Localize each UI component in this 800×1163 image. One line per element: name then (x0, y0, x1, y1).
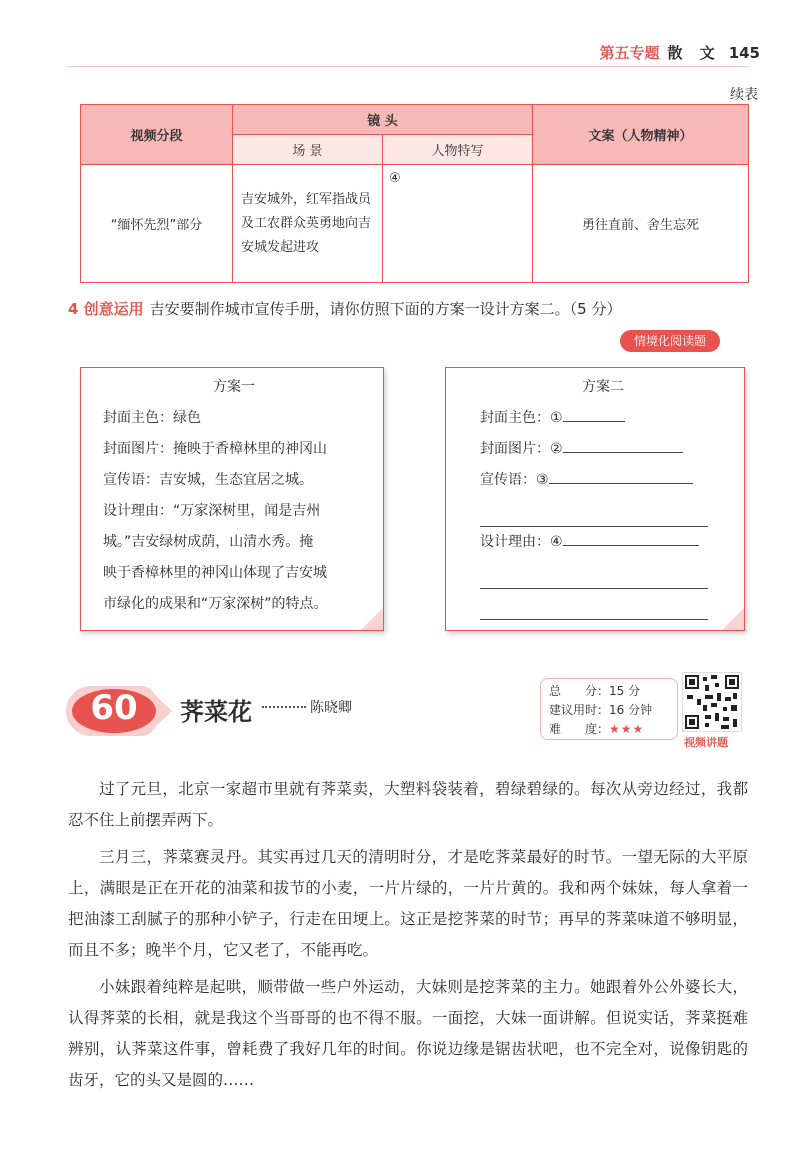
score-label: 总 分： (549, 684, 610, 698)
title-leader-dots (262, 706, 306, 708)
header-shot: 镜 头 (233, 105, 533, 135)
lesson-title: 荠菜花 (180, 698, 252, 726)
time-label: 建议用时： (549, 703, 610, 717)
difficulty-stars: ★★★ (609, 722, 645, 736)
plan-one-line: 封面图片：掩映于香樟林里的神冈山 (103, 441, 327, 457)
answer-blank-2[interactable] (563, 434, 683, 453)
difficulty-row (549, 720, 669, 739)
page-fold-corner (361, 608, 383, 630)
plan-two-color-label: 封面主色：① (480, 410, 563, 426)
plan-one-line: 设计理由：“万家深树里，闻是吉州 (103, 503, 321, 519)
video-table (80, 104, 748, 284)
page-fold-corner (722, 608, 744, 630)
time-row (549, 701, 669, 720)
lesson-number: 60 (90, 688, 138, 728)
plan-one-card (80, 367, 384, 631)
qr-caption: 视频讲题 (684, 736, 728, 749)
answer-blank-3[interactable] (549, 465, 693, 484)
header-rule (68, 66, 748, 67)
paragraph: 小妹跟着纯粹是起哄，顺带做一些户外运动，大妹则是挖荠菜的主力。她跟着外公外婆长大，认得荠菜的长相，就是我这个当哥哥的也不得不服。一面挖，大妹一面讲解。但说实话，荠菜挺难辨别，认荠菜这件事，曾耗费了我好几年的时间。你说边缘是锯齿状吧，也不完全对，说像钥匙的齿牙，它的头又是圆的…… (68, 978, 748, 1089)
plan-two-image-row (480, 434, 726, 465)
header-copy: 文案（人物精神） (533, 105, 749, 165)
lesson-info-panel (540, 678, 678, 740)
plan-two-card (445, 367, 745, 631)
cell-scene: 吉安城外，红军指战员及工农群众英勇地向吉安城发起进攻 (233, 165, 383, 283)
plan-one-line: 宣传语：吉安城，生态宜居之城。 (103, 472, 313, 488)
plan-one-line: 城。”吉安绿树成荫，山清水秀。掩 (103, 534, 314, 550)
cell-closeup-blank: ④ (383, 165, 533, 283)
plan-two-image-label: 封面图片：② (480, 441, 563, 457)
answer-line[interactable] (480, 496, 708, 527)
time-value: 16 分钟 (609, 703, 653, 717)
paragraph: 过了元旦，北京一家超市里就有荠菜卖，大塑料袋装着，碧绿碧绿的。每次从旁边经过，我都忍不住上前摆弄两下。 (68, 780, 748, 829)
genre-label: 散 文 (667, 44, 721, 62)
header-scene: 场 景 (233, 135, 383, 165)
paragraph: 三月三，荠菜赛灵丹。其实再过几天的清明时分，才是吃荠菜最好的时节。一望无际的大平原上，满眼是正在开花的油菜和拔节的小麦，一片片绿的，一片片黄的。我和两个妹妹，每人拿着一把油漆工刮腻子的那种小铲子，行走在田埂上。这正是挖荠菜的时节；再早的荠菜味道不够明显，而且不多；晚半个月，它又老了，不能再吃。 (68, 848, 748, 959)
page-header (0, 0, 800, 80)
answer-blank-1[interactable] (563, 403, 625, 422)
plan-one-title: 方案一 (213, 379, 255, 395)
plan-one-line: 封面主色：绿色 (103, 410, 201, 426)
plan-two-color-row (480, 403, 726, 434)
plan-two-slogan-row (480, 465, 726, 496)
qr-code-icon[interactable] (682, 672, 742, 732)
difficulty-label: 难 度： (549, 722, 610, 736)
task-text: 吉安要制作城市宣传手册，请你仿照下面的方案一设计方案二。（5 分） (149, 300, 622, 318)
continued-label: 续表 (730, 87, 758, 103)
author-name: 陈晓卿 (310, 700, 352, 716)
task-label: 4 创意运用 (68, 300, 144, 318)
score-value: 15 分 (609, 684, 641, 698)
header-closeup: 人物特写 (383, 135, 533, 165)
plan-one-line: 映于香樟林里的神冈山体现了吉安城 (103, 565, 327, 581)
plan-one-line: 市绿化的成果和“万家深树”的特点。 (103, 596, 328, 612)
cell-segment: “缅怀先烈”部分 (81, 165, 233, 283)
answer-blank-4[interactable] (563, 527, 699, 546)
topic-label: 第五专题 (599, 44, 660, 62)
question-type-tag: 情境化阅读题 (620, 330, 720, 352)
plan-two-reason-label: 设计理由：④ (480, 534, 563, 550)
task-prompt (68, 298, 768, 319)
answer-line[interactable] (480, 558, 708, 589)
running-head (599, 42, 760, 63)
header-segment: 视频分段 (81, 105, 233, 165)
answer-line[interactable] (480, 589, 708, 620)
plan-two-title: 方案二 (582, 379, 624, 395)
plan-two-reason-row (480, 527, 726, 558)
article-body (68, 774, 748, 1102)
cell-copy: 勇往直前、舍生忘死 (533, 165, 749, 283)
score-row (549, 682, 669, 701)
plan-two-slogan-label: 宣传语：③ (480, 472, 549, 488)
page-number: 145 (728, 44, 760, 62)
